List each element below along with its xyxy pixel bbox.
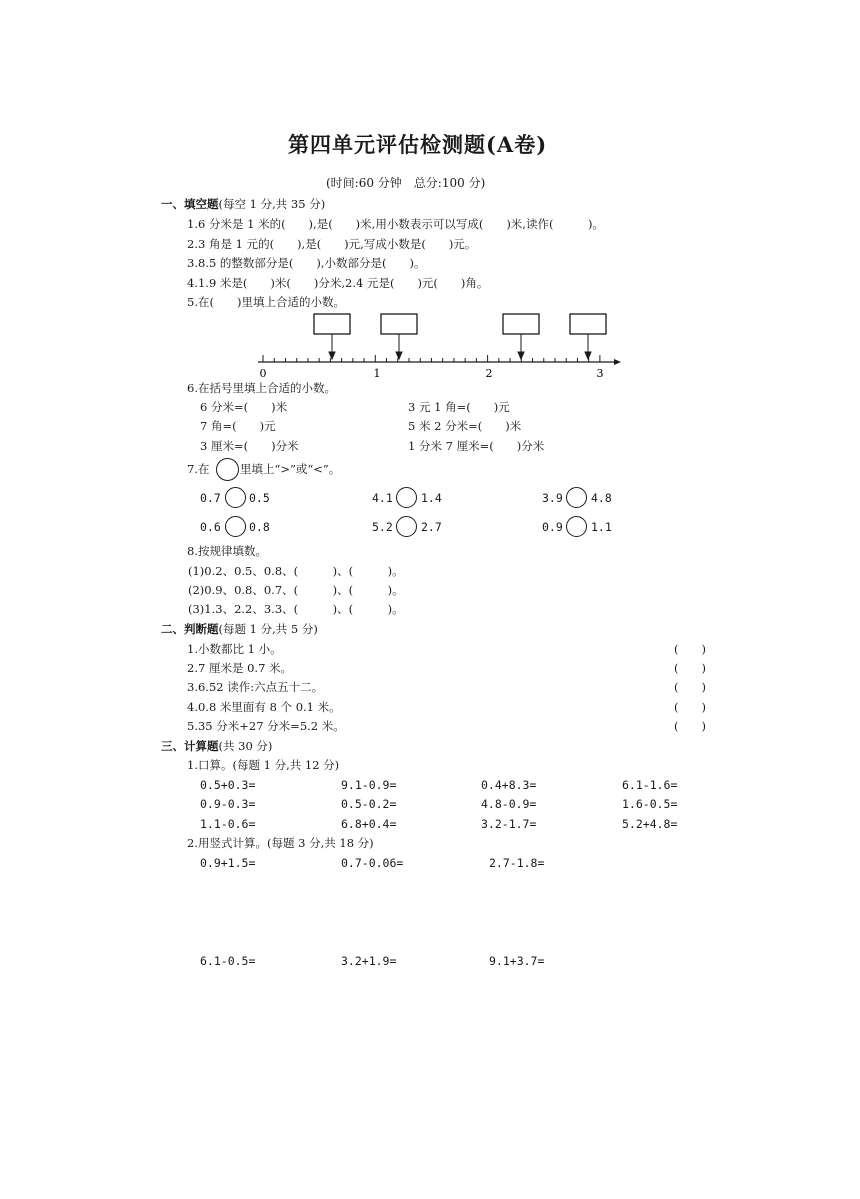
q7-left-5: 5.2 [372,520,393,534]
q7-left-3: 3.9 [542,491,563,505]
q7-right-2: 1.4 [421,491,442,505]
compare-circle-3[interactable] [566,487,587,508]
comparison-circle-example [216,458,239,481]
compare-circle-4[interactable] [225,516,246,537]
judge-bracket-3[interactable]: ( ) [674,680,706,694]
exam-info: (时间:60 分钟 总分:100 分) [326,176,486,190]
number-line-figure [250,310,622,380]
vertical-calc-2-2: 3.2+1.9= [341,954,397,968]
oral-calc-1-3: 0.4+8.3= [481,778,537,792]
vertical-calc-1-3: 2.7-1.8= [489,856,545,870]
section3-note: (共 30 分) [218,739,273,753]
q7-right-5: 2.7 [421,520,442,534]
q6-item-1: 6 分米=( )米 [200,400,288,414]
section1-note: (每空 1 分,共 35 分) [218,197,326,211]
judge-bracket-4[interactable]: ( ) [674,700,706,714]
arrows [329,334,591,359]
compare-circle-1[interactable] [225,487,246,508]
section1-heading: 一、填空题 [161,197,219,211]
compare-circle-2[interactable] [396,487,417,508]
q7-left-2: 4.1 [372,491,393,505]
q6-item-5: 3 厘米=( )分米 [200,439,299,453]
judge-item-2: 2.7 厘米是 0.7 米。 [187,661,293,675]
judge-item-1: 1.小数都比 1 小。 [187,642,282,656]
tick-label-0: 0 [259,367,267,380]
section2-note: (每题 1 分,共 5 分) [218,622,318,636]
answer-box-2[interactable] [381,314,417,334]
question-7-suffix: 里填上“>”或“<”。 [240,462,341,476]
number-line-ticks [263,355,600,362]
oral-calc-3-3: 3.2-1.7= [481,817,537,831]
oral-calc-1-1: 0.5+0.3= [200,778,256,792]
judge-bracket-5[interactable]: ( ) [674,719,706,733]
vertical-calc-1-2: 0.7-0.06= [341,856,404,870]
compare-circle-5[interactable] [396,516,417,537]
q7-right-3: 4.8 [591,491,612,505]
oral-calc-2-4: 1.6-0.5= [622,797,678,811]
vertical-calc-2-1: 6.1-0.5= [200,954,256,968]
answer-box-1[interactable] [314,314,350,334]
tick-label-2: 2 [485,367,493,380]
vertical-calc-1-1: 0.9+1.5= [200,856,256,870]
section3-heading: 三、计算题 [161,739,219,753]
question-7-prefix: 7.在 [187,462,210,476]
oral-calc-3-4: 5.2+4.8= [622,817,678,831]
section3-header [161,741,272,753]
calc-sub-1: 1.口算。(每题 1 分,共 12 分) [187,758,340,772]
page-title: 第四单元评估检测题(A卷) [288,132,548,157]
question-5: 5.在( )里填上合适的小数。 [187,295,345,309]
question-2: 2.3 角是 1 元的( ),是( )元,写成小数是( )元。 [187,237,477,251]
section2-header [161,624,318,636]
oral-calc-1-2: 9.1-0.9= [341,778,397,792]
answer-boxes [314,314,606,334]
q7-left-4: 0.6 [200,520,221,534]
q7-left-6: 0.9 [542,520,563,534]
q7-left-1: 0.7 [200,491,221,505]
answer-box-4[interactable] [570,314,606,334]
q8-item-1: (1)0.2、0.5、0.8、( )、( )。 [188,564,404,578]
judge-item-5: 5.35 分米+27 分米=5.2 米。 [187,719,345,733]
q6-item-6: 1 分米 7 厘米=( )分米 [408,439,545,453]
oral-calc-3-1: 1.1-0.6= [200,817,256,831]
q8-item-2: (2)0.9、0.8、0.7、( )、( )。 [188,583,404,597]
q7-right-6: 1.1 [591,520,612,534]
question-8: 8.按规律填数。 [187,544,267,558]
q8-item-3: (3)1.3、2.2、3.3、( )、( )。 [188,602,404,616]
compare-circle-6[interactable] [566,516,587,537]
oral-calc-3-2: 6.8+0.4= [341,817,397,831]
q7-right-1: 0.5 [249,491,270,505]
vertical-calc-2-3: 9.1+3.7= [489,954,545,968]
axis-arrowhead [614,359,621,365]
section2-heading: 二、判断题 [161,622,219,636]
question-6: 6.在括号里填上合适的小数。 [187,381,336,395]
tick-label-3: 3 [596,367,604,380]
section1-header [161,199,325,211]
q6-item-3: 7 角=( )元 [200,419,276,433]
judge-item-3: 3.6.52 读作:六点五十二。 [187,680,324,694]
judge-bracket-1[interactable]: ( ) [674,642,706,656]
oral-calc-2-3: 4.8-0.9= [481,797,537,811]
q6-item-2: 3 元 1 角=( )元 [408,400,510,414]
q7-right-4: 0.8 [249,520,270,534]
question-4: 4.1.9 米是( )米( )分米,2.4 元是( )元( )角。 [187,276,489,290]
tick-label-1: 1 [373,367,381,380]
question-3: 3.8.5 的整数部分是( ),小数部分是( )。 [187,256,426,270]
answer-box-3[interactable] [503,314,539,334]
q6-item-4: 5 米 2 分米=( )米 [408,419,522,433]
judge-item-4: 4.0.8 米里面有 8 个 0.1 米。 [187,700,341,714]
question-1: 1.6 分米是 1 米的( ),是( )米,用小数表示可以写成( )米,读作( )。 [187,217,604,231]
calc-sub-2: 2.用竖式计算。(每题 3 分,共 18 分) [187,836,374,850]
oral-calc-2-1: 0.9-0.3= [200,797,256,811]
oral-calc-1-4: 6.1-1.6= [622,778,678,792]
judge-bracket-2[interactable]: ( ) [674,661,706,675]
oral-calc-2-2: 0.5-0.2= [341,797,397,811]
